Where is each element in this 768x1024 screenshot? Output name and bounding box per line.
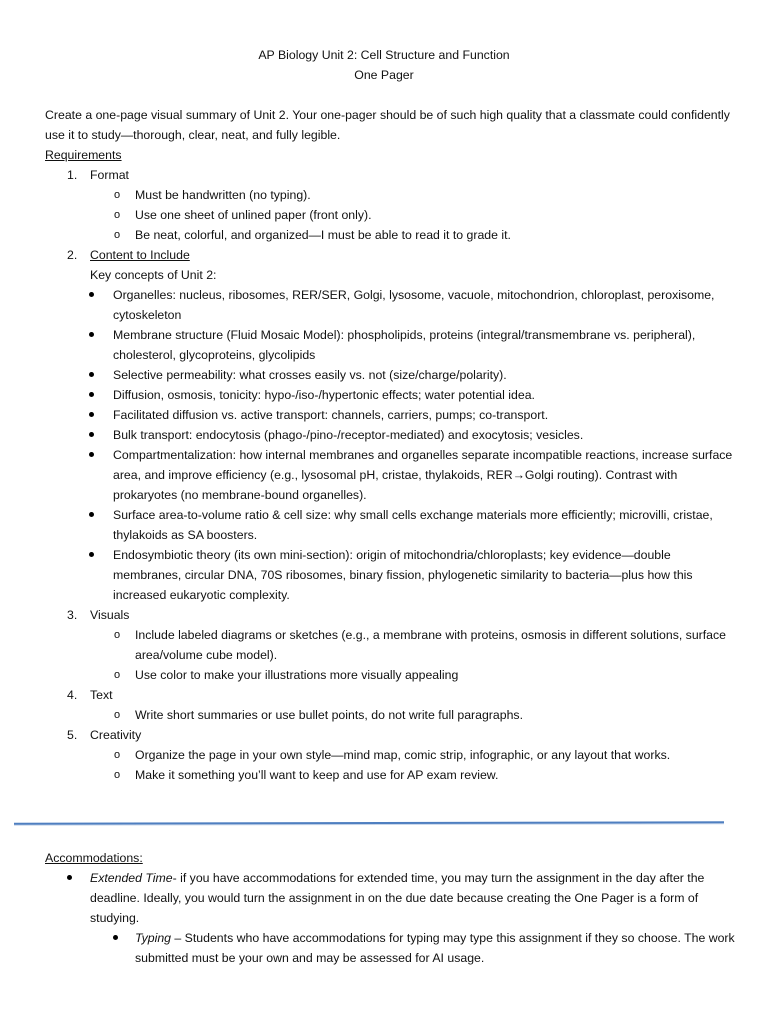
bullet-text: Organelles: nucleus, ribosomes, RER/SER, Golgi, lysosome, vacuole, mitochondrion, chloroplast, peroxisome, cytoskeleton [113,288,715,322]
title-line-2: One Pager [354,68,414,82]
sub-item-text: Use color to make your illustrations more visually appealing [135,668,459,682]
bullet-icon [113,935,118,940]
sub-item [45,205,735,225]
accommodation-label: Extended Time [90,871,173,885]
bullet-text: Facilitated diffusion vs. active transport: channels, carriers, pumps; co-transport. [113,408,549,422]
key-concepts-label: Key concepts of Unit 2: [90,268,217,282]
sub-item-text: Make it something you’ll want to keep and use for AP exam review. [135,768,499,782]
bullet-icon [89,512,94,517]
section-divider [14,821,724,824]
sub-item [45,625,735,665]
item-number: 5. [67,728,78,742]
accommodation-label: Typing [135,931,171,945]
item-label: Text [90,688,113,702]
item-number: 2. [67,248,78,262]
sub-item [45,185,735,205]
list-item-text [45,685,735,705]
item-label: Visuals [90,608,130,622]
bullet-icon [89,332,94,337]
title-line-1: AP Biology Unit 2: Cell Structure and Function [258,48,510,62]
document-title [0,45,768,85]
sub-item [45,225,735,245]
sub-marker: o [114,669,121,681]
bullet-item [45,445,735,505]
bullet-icon [89,412,94,417]
bullet-text: Diffusion, osmosis, tonicity: hypo-/iso-/hypertonic effects; water potential idea. [113,388,535,402]
sub-item-text: Be neat, colorful, and organized—I must be able to read it to grade it. [135,228,511,242]
bullet-item [45,505,735,545]
item-number: 1. [67,168,78,182]
bullet-item [45,405,735,425]
bullet-icon [89,552,94,557]
sub-item [45,765,735,785]
list-item-content [45,245,735,265]
sub-item-text: Organize the page in your own style—mind map, comic strip, infographic, or any layout that works. [135,748,671,762]
sub-item-text: Must be handwritten (no typing). [135,188,311,202]
accommodation-text: - if you have accommodations for extended time, you may turn the assignment in the day after the deadline. Ideally, you would turn the assignment in on the due date because creating the One Pager is a form of studying. [90,871,705,925]
sub-marker: o [114,229,121,241]
accommodation-typing [45,928,735,968]
item-label: Content to Include [90,248,190,262]
item-number: 3. [67,608,78,622]
bullet-item [45,365,735,385]
sub-marker: o [114,769,121,781]
accommodation-extended-time [45,868,735,928]
intro-paragraph: Create a one-page visual summary of Unit 2. Your one-pager should be of such high quality that a classmate could confidently use it to study—thorough, clear, neat, and fully legible. [45,108,730,142]
list-item-format [45,165,735,185]
bullet-item [45,545,735,605]
item-label: Creativity [90,728,142,742]
bullet-icon [89,392,94,397]
bullet-icon [89,432,94,437]
sub-item [45,705,735,725]
item-number: 4. [67,688,78,702]
sub-marker: o [114,209,121,221]
bullet-text: Compartmentalization: how internal membranes and organelles separate incompatible reactions, increase surface area, and improve efficiency (e.g., lysosomal pH, cristae, thylakoids, RER→Golgi routing). Contrast with prokaryotes (no membrane-bound organelles). [113,448,733,502]
sub-item [45,745,735,765]
sub-item-text: Include labeled diagrams or sketches (e.g., a membrane with proteins, osmosis in different solutions, surface area/volume cube model). [135,628,727,662]
requirements-heading: Requirements [45,148,122,162]
bullet-icon [89,292,94,297]
bullet-icon [67,875,72,880]
requirements-list [45,165,735,785]
bullet-item [45,385,735,405]
bullet-text: Endosymbiotic theory (its own mini-section): origin of mitochondria/chloroplasts; key evidence—double membranes, circular DNA, 70S ribosomes, binary fission, phylogenetic similarity to bacteria—plus how this increased eukaryotic complexity. [113,548,693,602]
sub-marker: o [114,189,121,201]
sub-item-text: Write short summaries or use bullet points, do not write full paragraphs. [135,708,523,722]
bullet-icon [89,452,94,457]
accommodations-list [45,868,735,968]
list-item-creativity [45,725,735,745]
item-label: Format [90,168,129,182]
sub-marker: o [114,629,121,641]
bullet-icon [89,372,94,377]
bullet-text: Bulk transport: endocytosis (phago-/pino-/receptor-mediated) and exocytosis; vesicles. [113,428,584,442]
sub-item-text: Use one sheet of unlined paper (front only). [135,208,372,222]
sub-marker: o [114,709,121,721]
bullet-item [45,425,735,445]
bullet-text: Membrane structure (Fluid Mosaic Model): phospholipids, proteins (integral/transmembrane vs. peripheral), cholesterol, glycoproteins, glycolipids [113,328,696,362]
accommodation-text: – Students who have accommodations for typing may type this assignment if they so choose. The work submitted must be your own and may be assessed for AI usage. [135,931,735,965]
bullet-text: Selective permeability: what crosses easily vs. not (size/charge/polarity). [113,368,507,382]
bullet-item [45,285,735,325]
sub-item [45,665,735,685]
sub-marker: o [114,749,121,761]
list-item-visuals [45,605,735,625]
bullet-item [45,325,735,365]
bullet-text: Surface area-to-volume ratio & cell size: why small cells exchange materials more efficiently; microvilli, cristae, thylakoids as SA boosters. [113,508,713,542]
accommodations-heading: Accommodations: [45,851,143,865]
